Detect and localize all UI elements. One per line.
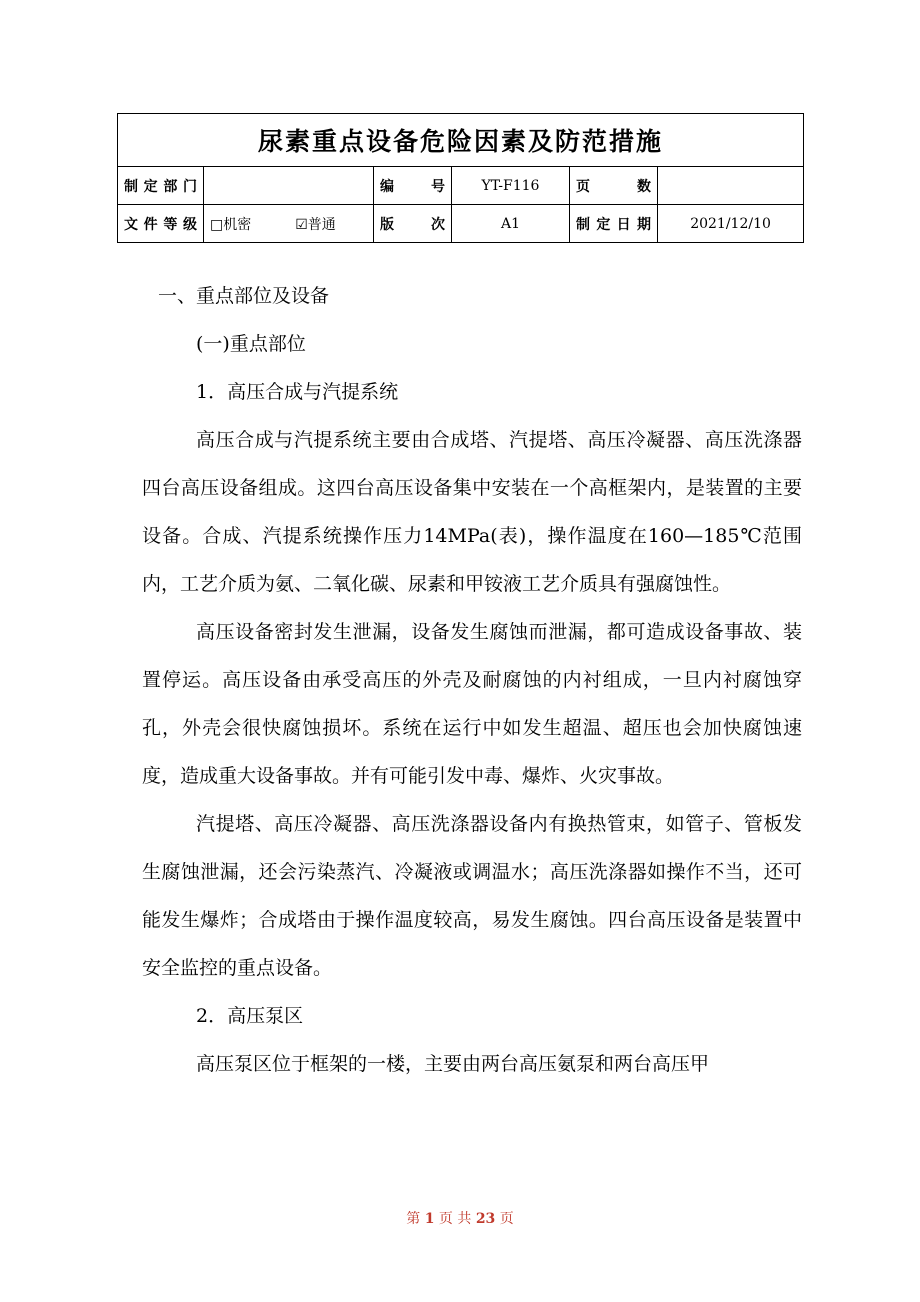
pages-value bbox=[658, 167, 804, 205]
dept-value bbox=[204, 167, 374, 205]
date-value: 2021/12/10 bbox=[658, 205, 804, 243]
date-label: 制定日期 bbox=[570, 205, 658, 243]
confidential-checkbox: □机密 bbox=[210, 216, 252, 233]
footer-prefix: 第 bbox=[406, 1211, 421, 1227]
total-pages: 23 bbox=[475, 1211, 496, 1227]
normal-checkbox: ☑普通 bbox=[295, 216, 336, 233]
code-label: 编 号 bbox=[374, 167, 452, 205]
paragraph: 高压合成与汽提系统主要由合成塔、汽提塔、高压冷凝器、高压洗涤器四台高压设备组成。这四台高压设备集中安装在一个高框架内，是装置的主要设备。合成、汽提系统操作压力14MPa(表)，操作温度在160—185℃范围内，工艺介质为氨、二氧化碳、尿素和甲铵液工艺介质具有强腐蚀性。 bbox=[142, 429, 802, 595]
item-heading: 2．高压泵区 bbox=[196, 1005, 304, 1027]
footer-suffix: 页 bbox=[499, 1211, 514, 1227]
paragraph: 高压设备密封发生泄漏，设备发生腐蚀而泄漏，都可造成设备事故、装置停运。高压设备由承受高压的外壳及耐腐蚀的内衬组成，一旦内衬腐蚀穿孔，外壳会很快腐蚀损坏。系统在运行中如发生超温、超压也会加快腐蚀速度，造成重大设备事故。并有可能引发中毒、爆炸、火灾事故。 bbox=[142, 621, 802, 787]
page-footer bbox=[0, 1208, 920, 1228]
footer-mid: 页 共 bbox=[438, 1211, 472, 1227]
code-value: YT-F116 bbox=[452, 167, 570, 205]
paragraph: 汽提塔、高压冷凝器、高压洗涤器设备内有换热管束，如管子、管板发生腐蚀泄漏，还会污染蒸汽、冷凝液或调温水；高压洗涤器如操作不当，还可能发生爆炸；合成塔由于操作温度较高，易发生腐蚀。四台高压设备是装置中安全监控的重点设备。 bbox=[142, 813, 802, 979]
item-heading: 1．高压合成与汽提系统 bbox=[196, 381, 399, 403]
version-value: A1 bbox=[452, 205, 570, 243]
subsection-heading: (一)重点部位 bbox=[196, 333, 306, 355]
document-title: 尿素重点设备危险因素及防范措施 bbox=[118, 114, 804, 167]
paragraph: 高压泵区位于框架的一楼，主要由两台高压氨泵和两台高压甲 bbox=[196, 1053, 710, 1075]
level-options bbox=[204, 205, 374, 243]
document-body bbox=[142, 272, 802, 1088]
level-label: 文件等级 bbox=[118, 205, 204, 243]
dept-label: 制定部门 bbox=[118, 167, 204, 205]
pages-label: 页 数 bbox=[570, 167, 658, 205]
document-header-table bbox=[117, 113, 804, 243]
version-label: 版 次 bbox=[374, 205, 452, 243]
current-page: 1 bbox=[424, 1211, 435, 1227]
section-heading: 一、重点部位及设备 bbox=[158, 285, 330, 307]
